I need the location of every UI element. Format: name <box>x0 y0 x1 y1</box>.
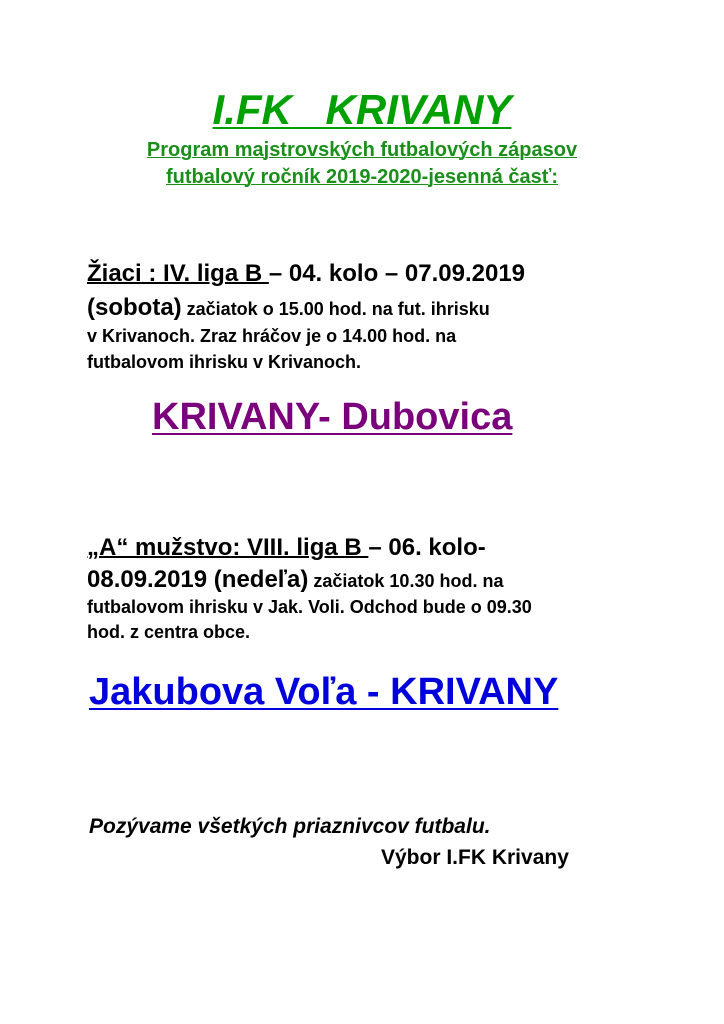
program-subtitle: Program majstrovských futbalových zápasov <box>146 139 578 161</box>
section1-line2 <box>87 294 490 322</box>
section2-date: 08.09.2019 (nedeľa) <box>87 566 309 593</box>
section2-line4: hod. z centra obce. <box>87 622 251 642</box>
season-subtitle: futbalový ročník 2019-2020-jesenná časť: <box>166 166 558 188</box>
section1-heading <box>87 260 525 288</box>
section1-line4: futbalovom ihrisku v Krivanoch. <box>87 352 362 372</box>
invitation-text: Pozývame všetkých priaznivcov futbalu. <box>89 815 491 838</box>
section1-start: začiatok o 15.00 hod. na fut. ihrisku <box>181 299 490 319</box>
signature: Výbor I.FK Krivany <box>381 846 569 869</box>
section1-round-date: – 04. kolo – 07.09.2019 <box>268 260 526 287</box>
section1-day: (sobota) <box>87 294 182 321</box>
match-krivany-dubovica: KRIVANY- Dubovica <box>152 396 513 438</box>
section2-league: „A“ mužstvo: VIII. liga B <box>87 534 369 561</box>
section2-start: začiatok 10.30 hod. na <box>308 571 504 591</box>
section1-league: Žiaci : IV. liga B <box>87 260 269 287</box>
section2-line2 <box>87 566 503 594</box>
section2-heading <box>87 534 486 562</box>
match-jakubova-vola-krivany: Jakubova Voľa - KRIVANY <box>89 671 559 713</box>
section2-round: – 06. kolo- <box>368 534 486 561</box>
page-title: I.FK KRIVANY <box>212 86 512 133</box>
section1-line3: v Krivanoch. Zraz hráčov je o 14.00 hod. na <box>87 326 457 346</box>
section2-line3: futbalovom ihrisku v Jak. Voli. Odchod bude o 09.30 <box>87 597 532 617</box>
